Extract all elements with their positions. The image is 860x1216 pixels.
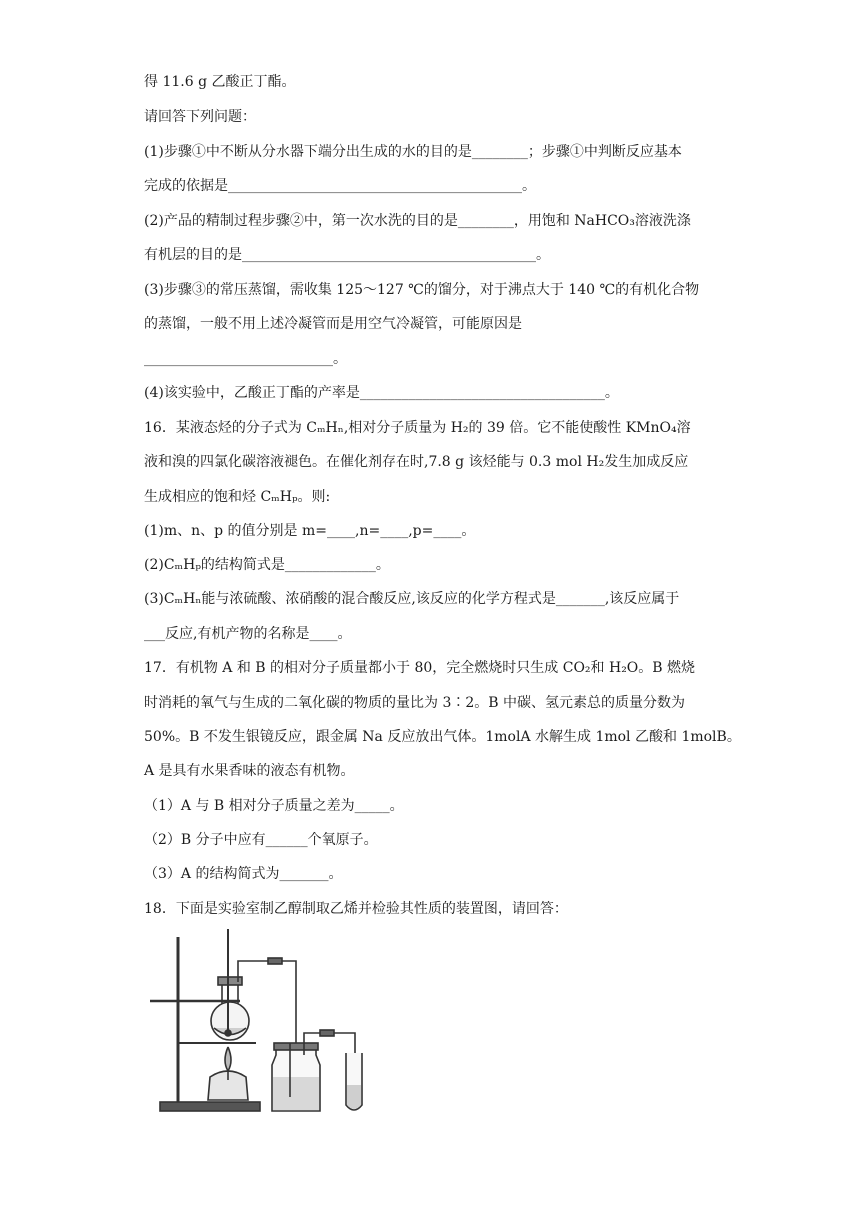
text-line: 50%。B 不发生银镜反应，跟金属 Na 反应放出气体。1molA 水解生成 1mol 乙酸和 1molB。 [144, 729, 741, 745]
ethylene-apparatus-figure [148, 925, 378, 1120]
text-line: 18．下面是实验室制乙醇制取乙烯并检验其性质的装置图，请回答： [144, 901, 568, 917]
text-line: 生成相应的饱和烃 CₘHₚ。则: [144, 489, 331, 505]
text-line: (1)步骤①中不断从分水器下端分出生成的水的目的是________；步骤①中判断反应基本 [144, 144, 682, 160]
text-line: （3）A 的结构简式为_______。 [144, 866, 343, 882]
text-line: 16．某液态烃的分子式为 CₘHₙ,相对分子质量为 H₂的 39 倍。它不能使酸性 KMnO₄溶 [144, 420, 691, 436]
text-line: A 是具有水果香味的液态有机物。 [144, 763, 355, 779]
text-line: 的蒸馏，一般不用上述冷凝管而是用空气冷凝管，可能原因是 [144, 316, 522, 332]
text-line: (2)产品的精制过程步骤②中，第一次水洗的目的是________，用饱和 NaHCO₃溶液洗涤 [144, 213, 691, 229]
text-line: (3)CₘHₙ能与浓硫酸、浓硝酸的混合酸反应,该反应的化学方程式是_______,该反应属于 [144, 591, 680, 607]
text-line: （1）A 与 B 相对分子质量之差为_____。 [144, 798, 404, 814]
text-line: ___反应,有机产物的名称是____。 [144, 626, 352, 642]
text-line: 时消耗的氧气与生成的二氧化碳的物质的量比为 3∶2。B 中碳、氢元素总的质量分数为 [144, 695, 686, 711]
text-line: (1)m、n、p 的值分别是 m=____,n=____,p=____。 [144, 523, 476, 539]
text-line: 得 11.6 g 乙酸正丁酯。 [144, 74, 296, 90]
text-line: 液和溴的四氯化碳溶液褪色。在催化剂存在时,7.8 g 该烃能与 0.3 mol H₂发生加成反应 [144, 454, 689, 470]
text-line: ___________________________。 [144, 351, 347, 367]
text-line: 完成的依据是__________________________________________。 [144, 178, 536, 194]
text-line: (4)该实验中，乙酸正丁酯的产率是___________________________________。 [144, 385, 619, 401]
text-line: (3)步骤③的常压蒸馏，需收集 125～127 ℃的馏分，对于沸点大于 140 ℃的有机化合物 [144, 282, 700, 298]
text-line: （2）B 分子中应有______个氧原子。 [144, 832, 378, 848]
text-line: (2)CₘHₚ的结构简式是_____________。 [144, 557, 390, 573]
text-line: 有机层的目的是__________________________________________。 [144, 247, 550, 263]
text-line: 17．有机物 A 和 B 的相对分子质量都小于 80，完全燃烧时只生成 CO₂和 H₂O。B 燃烧 [144, 660, 696, 676]
text-line: 请回答下列问题： [144, 109, 256, 125]
